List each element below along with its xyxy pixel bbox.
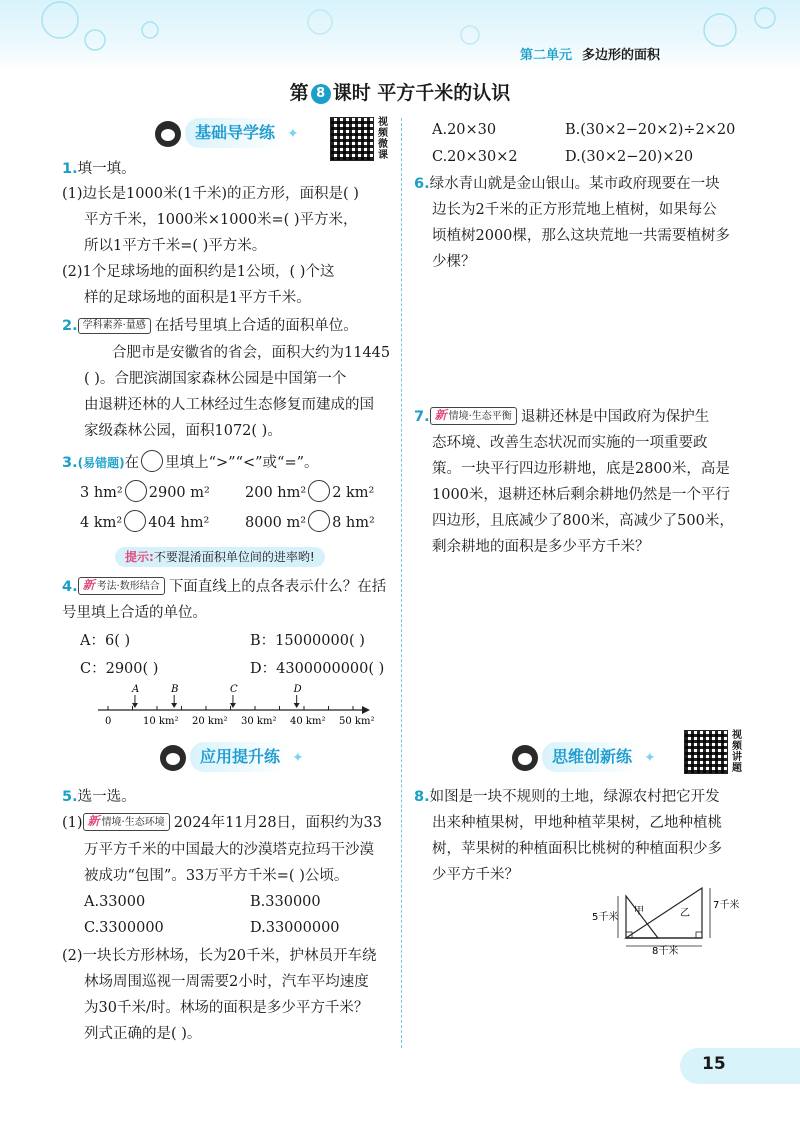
q8-line2: 出来种植果树，甲地种植苹果树，乙地种植桃 (432, 815, 722, 831)
compare-circle-icon (141, 450, 163, 472)
q5-tag-new: 新 (87, 814, 100, 828)
q7-line2: 态环境、改善生态状况而实施的一项重要政 (432, 435, 708, 451)
q7-tag (430, 407, 517, 425)
hint-label: 提示: (125, 550, 154, 564)
point-label: A (131, 684, 140, 695)
mascot-icon (155, 121, 181, 147)
q5-p2-line3: 为30千米/时。林场的面积是多少平方千米？ (84, 1000, 369, 1016)
q5-tag-text: 情境·生态环境 (101, 817, 165, 828)
section-header-basic (155, 118, 299, 148)
q6-line3: 顷植树2000棵，那么这块荒地一共需要植树多 (432, 228, 730, 244)
q4-line2: 号里填上合适的单位。 (62, 605, 207, 621)
q3-b-right: 2 km² (332, 485, 375, 501)
q3-d-right: 8 hm² (332, 515, 375, 531)
q5-opt-b[interactable]: B.330000 (250, 894, 321, 910)
q7-line6: 剩余耕地的面积是多少平方千米？ (432, 539, 650, 555)
q3-tag: (易错题) (77, 456, 125, 470)
number-line-figure (90, 682, 380, 730)
mascot-icon (512, 745, 538, 771)
q2-line2: ( )。合肥滨湖国家森林公园是中国第一个 (84, 371, 347, 387)
q8-number: 8. (414, 789, 430, 805)
q5-opt-c[interactable]: C.3300000 (84, 920, 164, 936)
q3-item-a (80, 480, 210, 507)
q4-tag-new: 新 (82, 578, 95, 592)
star-icon: ✦ (292, 750, 304, 766)
fig-region-b-label: 乙 (680, 908, 690, 919)
number-line-tick-label: 50 km² (339, 716, 375, 727)
unit-label (520, 44, 660, 63)
point-label: C (229, 684, 238, 695)
column-divider (401, 118, 402, 1048)
hint-text: 不要混淆面积单位间的进率哟! (153, 550, 315, 564)
q4-tag-text: 考法·数形结合 (96, 581, 160, 592)
q3-d-left: 8000 m² (245, 515, 307, 531)
q8-line1 (414, 784, 720, 811)
point-label: B (171, 684, 179, 695)
q5-p2-line2: 林场周围巡视一周需要2小时，汽车平均速度 (84, 974, 369, 990)
q4-item-d: D：4300000000( ) (250, 661, 385, 677)
q7-number: 7. (414, 409, 430, 425)
fig-bottom-label: 8千米 (652, 946, 679, 956)
q1-line1: (1)边长是1000米(1千米)的正方形，面积是( ) (62, 186, 359, 202)
q5-p2-line4: 列式正确的是( )。 (84, 1026, 202, 1042)
star-icon: ✦ (287, 126, 299, 142)
qr-label: 视频讲题 (732, 730, 742, 774)
mascot-icon (160, 745, 186, 771)
q3-post: 里填上“>”“<”或“=”。 (165, 455, 319, 471)
q5-p2-opt-a[interactable]: A.20×30 (432, 122, 497, 138)
q7-tag-new: 新 (434, 408, 447, 422)
q1-line5: 样的足球场地的面积是1平方千米。 (84, 290, 311, 306)
q7-line3: 策。一块平行四边形耕地，底是2800米，高是 (432, 461, 730, 477)
header-bubbles-decoration (0, 0, 800, 72)
q5-opt-d[interactable]: D.33000000 (250, 920, 340, 936)
section-header-apply (160, 742, 304, 772)
fig-right-label: 7千米 (713, 900, 740, 911)
q5-text: 选一选。 (77, 789, 136, 805)
q2-title (62, 313, 358, 340)
q2-number: 2. (62, 318, 78, 334)
q3-hint (115, 546, 325, 567)
q2-text: 在括号里填上合适的面积单位。 (154, 318, 358, 334)
q3-a-right: 2900 m² (148, 485, 210, 501)
number-line-tick-label: 0 (105, 716, 112, 727)
q5-tag (83, 813, 170, 831)
q2-line4: 家级森林公园，面积1072( )。 (84, 423, 282, 439)
q6-line1 (414, 171, 720, 198)
q5-p1-prefix: (1) (62, 815, 83, 831)
q4-item-c: C：2900( ) (80, 661, 159, 677)
point-arrow-icon (294, 703, 300, 708)
q1-line3: 所以1平方千米=( )平方米。 (84, 238, 267, 254)
q5-number: 5. (62, 789, 78, 805)
qr-code-icon[interactable] (684, 730, 728, 774)
q8-line3: 树，苹果树的种植面积比桃树的种植面积少多 (432, 841, 722, 857)
q5-p2-opt-d[interactable]: D.(30×2−20)×20 (565, 149, 694, 165)
q5-opt-a[interactable]: A.33000 (84, 894, 146, 910)
land-figure (590, 886, 750, 956)
fig-region-a-label: 甲 (634, 906, 644, 917)
number-line-tick-label: 10 km² (143, 716, 179, 727)
axis-arrow-icon (362, 706, 370, 714)
q5-p1-text: 2024年11月28日，面积约为33 (173, 815, 383, 831)
page-title (0, 78, 800, 105)
q8-line4: 少平方千米？ (432, 867, 519, 883)
section-title-basic: 基础导学练 (185, 118, 285, 148)
star-icon: ✦ (644, 750, 656, 766)
q1-number: 1. (62, 161, 78, 177)
q6-line4: 少棵？ (432, 254, 476, 270)
qr-label: 视频微课 (378, 117, 388, 161)
q3-pre: 在 (124, 455, 140, 471)
fig-left-label: 5千米 (592, 912, 619, 923)
answer-circle-d[interactable] (308, 510, 330, 532)
page-number-tab (680, 1048, 800, 1084)
q4-title (62, 574, 386, 601)
q7-text: 退耕还林是中国政府为保护生 (520, 409, 710, 425)
q2-tag: 学科素养·量感 (78, 318, 151, 334)
q7-tag-text: 情境·生态平衡 (448, 411, 512, 422)
q5-p1-line1 (62, 810, 382, 837)
q1-line4: (2)1个足球场地的面积约是1公顷，( )个这 (62, 264, 335, 280)
q3-c-left: 4 km² (80, 515, 123, 531)
q6-line2: 边长为2千米的正方形荒地上植树，如果每公 (432, 202, 717, 218)
unit-title: 多边形的面积 (582, 48, 661, 63)
lesson-prefix: 第 (289, 82, 309, 104)
q3-item-c (80, 510, 209, 537)
q2-line1: 合肥市是安徽省的省会，面积大约为11445 (112, 345, 391, 361)
lesson-number-badge: 8 (311, 84, 331, 104)
lesson-suffix: 课时 平方千米的认识 (332, 82, 511, 104)
q2-line3: 由退耕还林的人工林经过生态修复而建成的国 (84, 397, 374, 413)
qr-code-icon[interactable] (330, 117, 374, 161)
q6-text: 绿水青山就是金山银山。某市政府现要在一块 (429, 176, 720, 192)
q7-line1 (414, 404, 709, 431)
q4-text: 下面直线上的点各表示什么？在括 (168, 579, 387, 595)
point-arrow-icon (171, 703, 177, 708)
q3-b-left: 200 hm² (245, 485, 307, 501)
q4-number: 4. (62, 579, 78, 595)
section-header-think (512, 742, 656, 772)
q1-text: 填一填。 (77, 161, 136, 177)
q4-tag (78, 577, 165, 595)
q6-number: 6. (414, 176, 430, 192)
section-title-think: 思维创新练 (542, 742, 642, 772)
q1-title (62, 156, 136, 183)
answer-circle-c[interactable] (124, 510, 146, 532)
q5-p1-line3: 被成功“包围”。33万平方千米=( )公顷。 (84, 868, 349, 884)
q4-item-b: B：15000000( ) (250, 633, 365, 649)
q5-p2-opt-c[interactable]: C.20×30×2 (432, 149, 518, 165)
q5-p2-line1: (2)一块长方形林场，长为20千米，护林员开车绕 (62, 948, 377, 964)
q3-number: 3. (62, 455, 78, 471)
q8-text: 如图是一块不规则的土地，绿源农村把它开发 (429, 789, 720, 805)
q3-a-left: 3 hm² (80, 485, 123, 501)
unit-number: 第二单元 (520, 48, 573, 63)
section-title-apply: 应用提升练 (190, 742, 290, 772)
right-angle-mark-right (696, 932, 702, 938)
answer-circle-b[interactable] (308, 480, 330, 502)
q5-title (62, 784, 136, 811)
point-label: D (293, 684, 302, 695)
q5-p1-line2: 万平方千米的中国最大的沙漠塔克拉玛干沙漠 (84, 842, 374, 858)
q4-item-a: A：6( ) (80, 633, 131, 649)
q3-c-right: 404 hm² (148, 515, 210, 531)
q3-item-b (245, 480, 374, 507)
number-line-tick-label: 30 km² (241, 716, 277, 727)
q7-line5: 四边形，且底减少了800米，高减少了500米， (432, 513, 734, 529)
q1-line2: 平方千米，1000米×1000米=( )平方米， (84, 212, 358, 228)
q5-p2-opt-b[interactable]: B.(30×2−20×2)÷2×20 (565, 122, 736, 138)
q3-title (62, 450, 319, 477)
answer-circle-a[interactable] (125, 480, 147, 502)
q7-line4: 1000米，退耕还林后剩余耕地仍然是一个平行 (432, 487, 730, 503)
number-line-tick-label: 20 km² (192, 716, 228, 727)
number-line-tick-label: 40 km² (290, 716, 326, 727)
q3-item-d (245, 510, 375, 537)
page-number: 15 (702, 1054, 726, 1074)
